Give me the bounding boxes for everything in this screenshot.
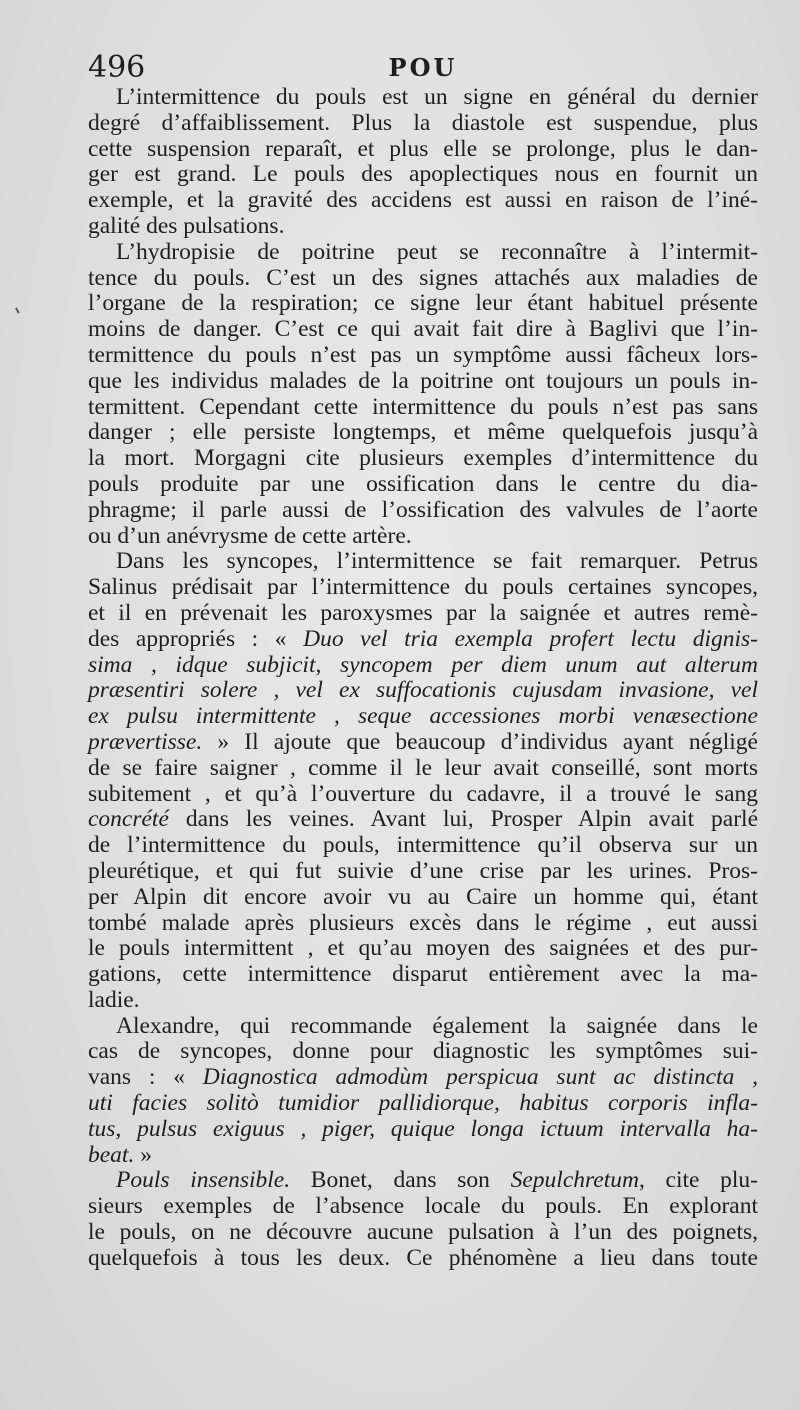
text-span: ger est grand. Le pouls des apoplectiques nous en fournit un [88,161,758,188]
italic-text: concrété [88,806,169,833]
italic-text: ex pulsu intermittente , seque accessiones morbi venæsectione [88,703,758,730]
text-line [88,936,758,962]
text-line [88,782,758,808]
text-line [88,343,758,369]
text-line [88,704,758,730]
italic-text: prævertisse. [88,728,203,755]
text-span: des appropriés : « [88,625,304,652]
text-span: degré d’affaiblissement. Plus la diastole est suspendue, plus [88,109,758,136]
page-number: 496 [88,50,146,85]
text-span: termittence du pouls n’est pas un symptôme aussi fâcheux lors- [88,341,758,368]
text-line [88,627,758,653]
text-span: Dans les syncopes, l’intermittence se fait remarquer. Petrus [116,548,758,575]
text-line [88,214,758,240]
text-span: sieurs exemples de l’absence locale du pouls. En explorant [88,1193,758,1220]
text-span: tombé malade après plusieurs excès dans le régime , eut aussi [88,909,758,936]
text-line [88,756,758,782]
text-line [88,678,758,704]
text-line [88,266,758,292]
text-line [88,1246,758,1272]
text-line [88,601,758,627]
text-line [88,730,758,756]
text-line [88,1014,758,1040]
text-span: ou d’un anévrysme de cette artère. [88,522,412,549]
text-span: , cite plu- [638,1167,758,1194]
text-span: l’organe de la respiration; ce signe leur étant habituel présente [88,290,758,317]
text-line [88,833,758,859]
text-span: cas de syncopes, donne pour diagnostic les symptômes sui- [88,1038,758,1065]
text-line [88,291,758,317]
text-line [88,1168,758,1194]
text-span: de se faire saigner , comme il le leur avait conseillé, sont morts [88,754,758,781]
text-line [88,885,758,911]
text-span: galité des pulsations. [88,212,285,239]
text-span: termittent. Cependant cette intermittence du pouls n’est pas sans [88,393,758,420]
text-line [88,549,758,575]
text-span: tence du pouls. C’est un des signes attachés aux maladies de [88,264,758,291]
text-line [88,1091,758,1117]
text-span: per Alpin dit encore avoir vu au Caire un homme qui, étant [88,883,758,910]
italic-text: Duo vel tria exempla profert lectu dignis- [303,625,758,652]
text-span: Alexandre, qui recommande également la saignée dans le [116,1012,758,1039]
italic-text: tus, pulsus exiguus , piger, quique longa ictuum intervalla ha- [88,1115,758,1142]
text-span: moins de danger. C’est ce qui avait fait dire à Baglivi que l’in- [88,316,758,343]
margin-mark [15,304,25,313]
text-span: » Il ajoute que beaucoup d’individus ayant négligé [202,728,758,755]
text-span: la mort. Morgagni cite plusieurs exemples d’intermittence du [88,445,758,472]
text-span: ladie. [88,986,140,1013]
text-line [88,1065,758,1091]
text-span: cette suspension reparaît, et plus elle se prolonge, plus le dan- [88,135,758,162]
text-span: Bonet, dans son [290,1167,511,1194]
text-line [88,446,758,472]
text-span: pouls produite par une ossification dans le centre du dia- [88,470,758,497]
text-span: le pouls, on ne découvre aucune pulsation à l’un des poignets, [88,1219,758,1246]
text-line [88,1039,758,1065]
text-span: vans : « [88,1064,203,1091]
text-span: le pouls intermittent , et qu’au moyen des saignées et des pur- [88,935,758,962]
text-line [88,988,758,1014]
text-line [88,1220,758,1246]
text-span: Salinus prédisait par l’intermittence du pouls certaines syncopes, [88,574,758,601]
text-line [88,188,758,214]
text-line [88,1143,758,1169]
text-span: subitement , et qu’à l’ouverture du cadavre, il a trouvé le sang [88,780,758,807]
text-span: danger ; elle persiste longtemps, et même quelquefois jusqu’à [88,419,758,446]
text-span: de l’intermittence du pouls, intermittence qu’il observa sur un [88,832,758,859]
page-header [88,48,758,88]
text-line [88,317,758,343]
text-line [88,498,758,524]
text-line [88,162,758,188]
text-line [88,807,758,833]
text-span: gations, cette intermittence disparut entièrement avec la ma- [88,961,758,988]
text-line [88,420,758,446]
text-line [88,1194,758,1220]
text-line [88,859,758,885]
text-span: exemple, et la gravité des accidens est aussi en raison de l’iné- [88,187,758,214]
italic-text: uti facies solitò tumidior pallidiorque, habitus corporis infla- [88,1090,758,1117]
text-line [88,575,758,601]
text-line [88,472,758,498]
text-span: L’hydropisie de poitrine peut se reconnaître à l’intermit- [116,238,758,265]
text-line [88,962,758,988]
italic-text: Pouls insensible. [116,1167,291,1194]
text-line [88,524,758,550]
italic-text: Diagnostica admodùm perspicua sunt ac distincta , [202,1064,758,1091]
text-line [88,240,758,266]
text-line [88,653,758,679]
text-span: L’intermittence du pouls est un signe en général du dernier [116,84,758,110]
text-line [88,111,758,137]
text-line [88,369,758,395]
text-span: phragme; il parle aussi de l’ossification des valvules de l’aorte [88,496,758,523]
text-span: dans les veines. Avant lui, Prosper Alpin avait parlé [168,806,758,833]
text-span: quelquefois à tous les deux. Ce phénomène a lieu dans toute [88,1244,758,1271]
text-span: pleurétique, et qui fut suivie d’une crise par les urines. Pros- [88,857,758,884]
text-span: et il en prévenait les paroxysmes par la saignée et autres remè- [88,599,758,626]
text-line [88,395,758,421]
text-span: » [134,1141,152,1168]
text-line [88,85,758,111]
running-head: POU [388,53,458,82]
text-span: que les individus malades de la poitrine ont toujours un pouls in- [88,367,758,394]
italic-text: Sepulchretum [510,1167,639,1194]
italic-text: præsentiri solere , vel ex suffocationis cujusdam invasione, vel [88,677,758,704]
italic-text: beat. [88,1141,135,1168]
text-line [88,911,758,937]
text-line [88,137,758,163]
italic-text: sima , idque subjicit, syncopem per diem unum aut alterum [88,651,758,678]
text-line [88,1117,758,1143]
body-text [88,85,758,1272]
